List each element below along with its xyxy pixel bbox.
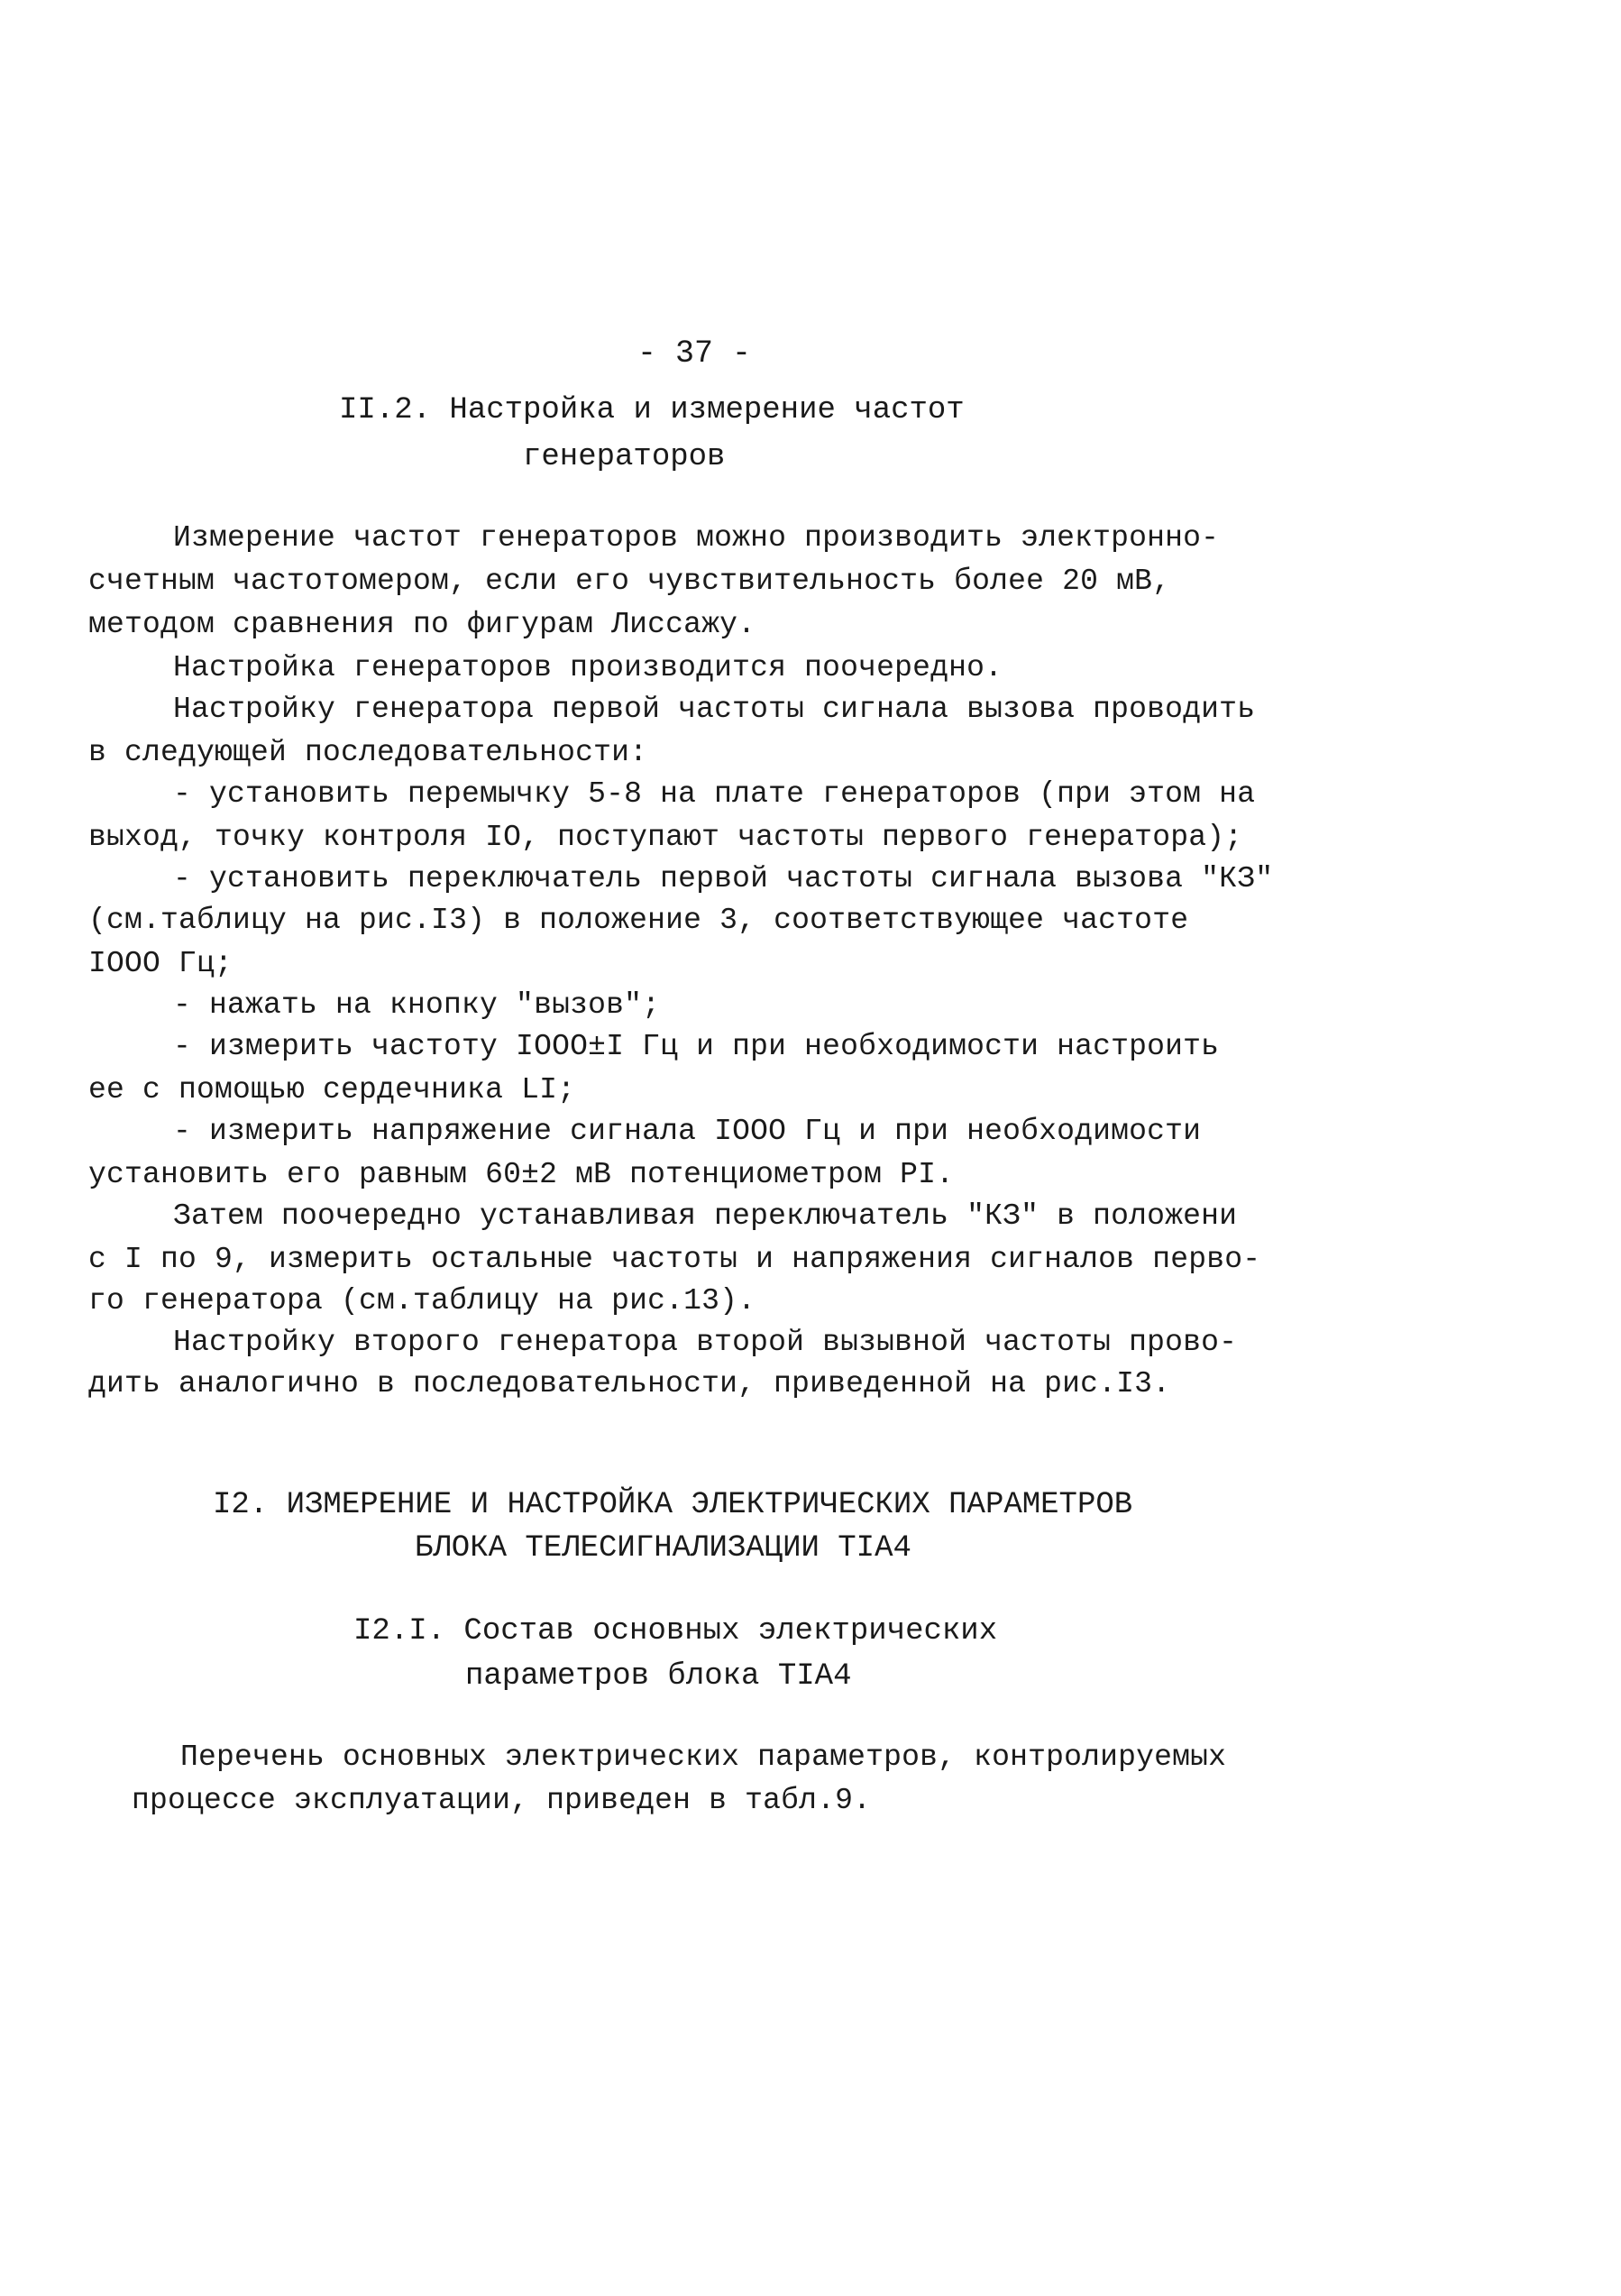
paragraph-line: счетным частотомером, если его чувствительность более 20 мВ, bbox=[88, 565, 1171, 598]
paragraph-line: (см.таблицу на рис.I3) в положение 3, соответствующее частоте bbox=[88, 904, 1189, 937]
paragraph-line: - установить перемычку 5-8 на плате генераторов (при этом на bbox=[173, 777, 1256, 811]
paragraph-line: - измерить частоту IOOO±I Гц и при необходимости настроить bbox=[173, 1030, 1220, 1063]
paragraph-line: Измерение частот генераторов можно производить электронно- bbox=[173, 521, 1220, 555]
paragraph-line: - измерить напряжение сигнала IOOO Гц и при необходимости bbox=[173, 1115, 1202, 1148]
section-11-2-title-line1: II.2. Настройка и измерение частот bbox=[339, 393, 965, 427]
paragraph-line: Перечень основных электрических параметров, контролируемых bbox=[180, 1740, 1227, 1774]
page-number: - 37 - bbox=[636, 335, 752, 372]
paragraph-line: - нажать на кнопку "вызов"; bbox=[173, 988, 661, 1022]
paragraph-line: Настройку генератора первой частоты сигнала вызова проводить bbox=[173, 693, 1256, 726]
section-11-2-title-line2: генераторов bbox=[523, 440, 726, 474]
paragraph-line: дить аналогично в последовательности, приведенной на рис.I3. bbox=[88, 1367, 1171, 1401]
paragraph-line: с I по 9, измерить остальные частоты и напряжения сигналов перво- bbox=[88, 1243, 1261, 1276]
paragraph-line: процессе эксплуатации, приведен в табл.9. bbox=[132, 1784, 872, 1817]
section-12-1-title-line2: параметров блока TIA4 bbox=[465, 1659, 852, 1694]
paragraph-line: выход, точку контроля IO, поступают частоты первого генератора); bbox=[88, 821, 1243, 854]
paragraph-line: ее с помощью сердечника LI; bbox=[88, 1073, 576, 1107]
paragraph-line: IOOO Гц; bbox=[88, 947, 234, 980]
paragraph-line: - установить переключатель первой частоты сигнала вызова "КЗ" bbox=[173, 862, 1274, 895]
paragraph-line: в следующей последовательности: bbox=[88, 736, 648, 769]
section-12-title-line2: БЛОКА ТЕЛЕСИГНАЛИЗАЦИИ TIA4 bbox=[415, 1531, 911, 1566]
paragraph-line: го генератора (см.таблицу на рис.13). bbox=[88, 1284, 756, 1318]
paragraph-line: установить его равным 60±2 мВ потенциометром PI. bbox=[88, 1158, 955, 1191]
paragraph-line: Настройку второго генератора второй вызывной частоты прово- bbox=[173, 1326, 1238, 1359]
paragraph-line: Настройка генераторов производится поочередно. bbox=[173, 651, 1003, 684]
paragraph-line: методом сравнения по фигурам Лиссажу. bbox=[88, 608, 756, 641]
section-12-1-title-line1: I2.I. Состав основных электрических bbox=[353, 1614, 998, 1649]
section-12-title-line1: I2. ИЗМЕРЕНИЕ И НАСТРОЙКА ЭЛЕКТРИЧЕСКИХ ПАРАМЕТРОВ bbox=[213, 1488, 1133, 1522]
paragraph-line: Затем поочередно устанавливая переключатель "КЗ" в положени bbox=[173, 1199, 1238, 1233]
